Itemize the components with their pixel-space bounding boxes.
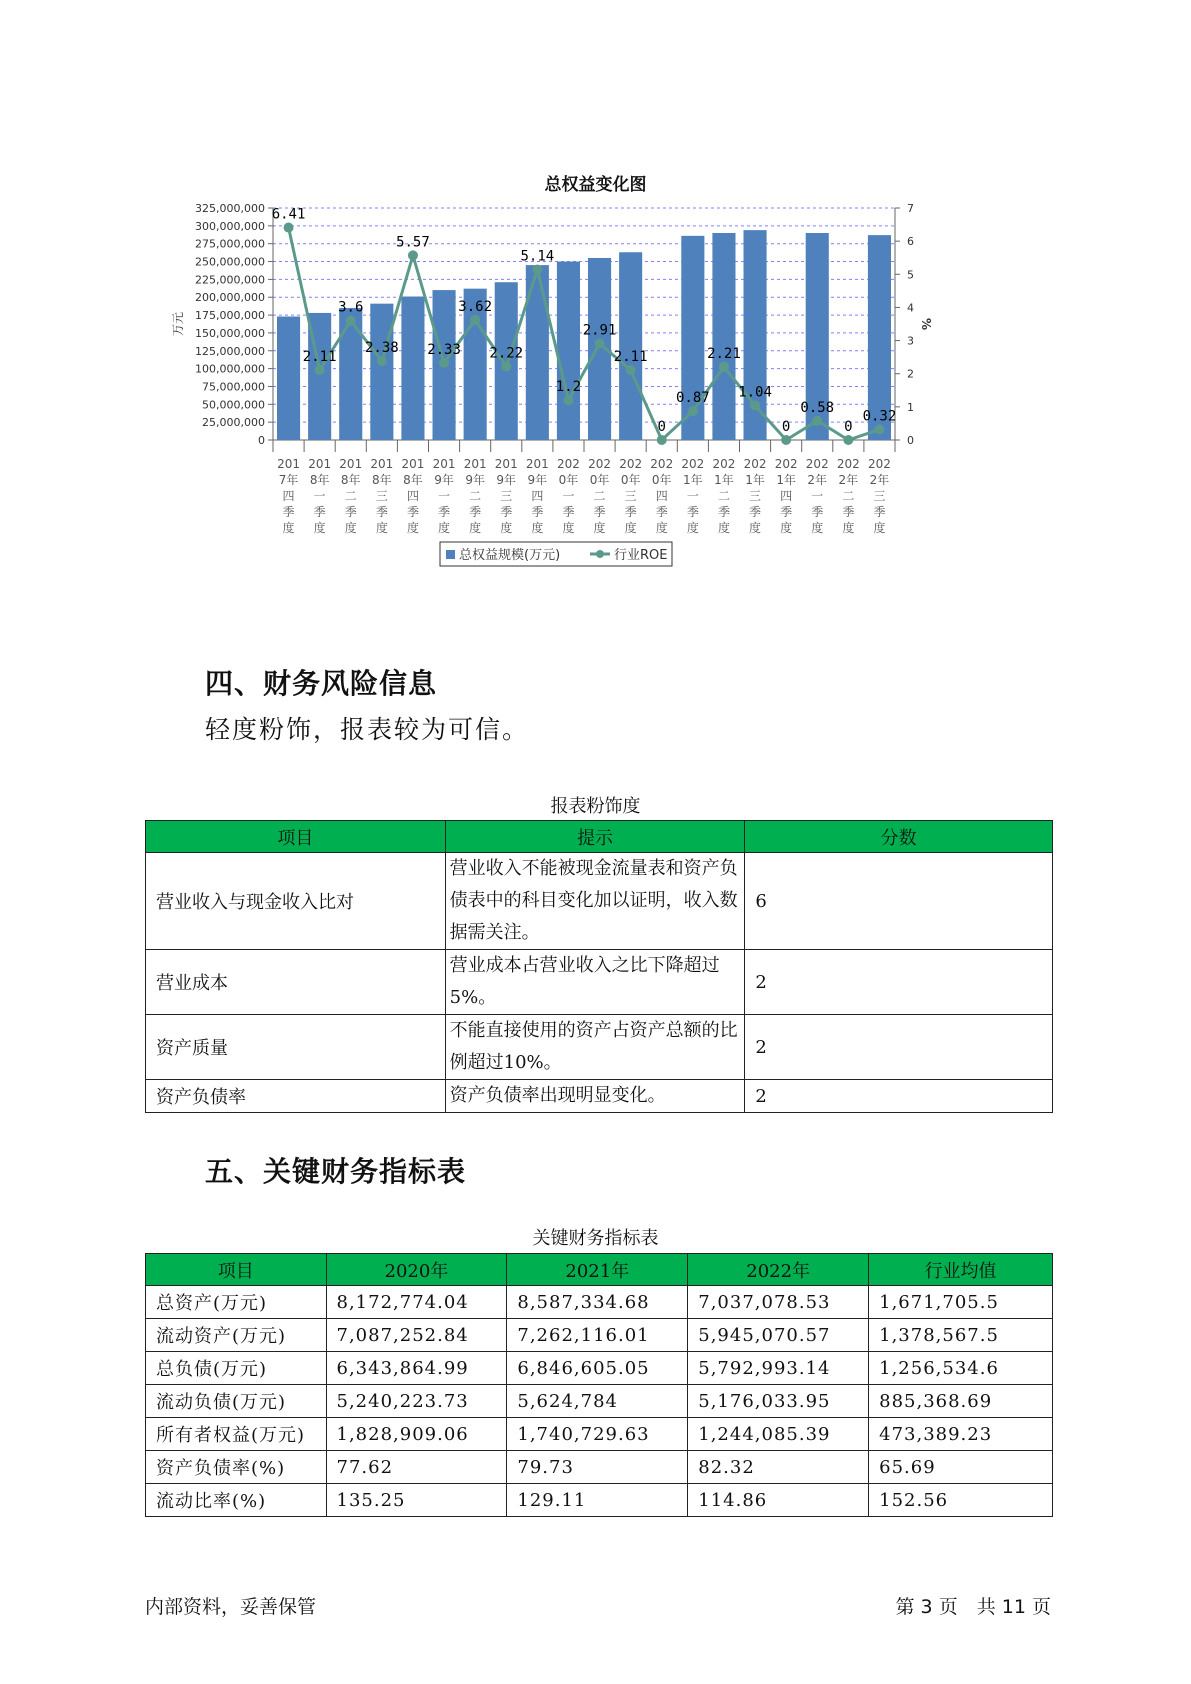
roe-label: 5.14 xyxy=(520,248,555,265)
x-tick-label: 季 xyxy=(873,505,886,519)
x-tick-label: 季 xyxy=(749,505,762,519)
row-value: 7,087,252.84 xyxy=(326,1319,507,1352)
y2-tick-label: 4 xyxy=(907,301,914,315)
x-tick-label: 1年 xyxy=(745,473,765,487)
x-tick-label: 季 xyxy=(313,505,326,519)
x-tick-label: 二 xyxy=(593,489,606,503)
x-tick-label: 度 xyxy=(624,521,637,535)
x-tick-label: 9年 xyxy=(465,473,485,487)
x-tick-label: 202 xyxy=(867,457,891,471)
roe-point xyxy=(688,406,698,416)
x-tick-label: 季 xyxy=(655,505,668,519)
row-value: 5,176,033.95 xyxy=(688,1385,869,1418)
x-tick-label: 度 xyxy=(811,521,824,535)
x-tick-label: 201 xyxy=(432,457,456,471)
row-item: 营业收入与现金收入比对 xyxy=(146,853,446,950)
x-tick-label: 季 xyxy=(562,505,575,519)
roe-point xyxy=(346,316,356,326)
indicator-table xyxy=(145,1253,1053,1517)
bar xyxy=(619,252,642,440)
x-tick-label: 一 xyxy=(438,489,451,503)
roe-label: 0 xyxy=(844,419,853,435)
x-tick-label: 度 xyxy=(282,521,295,535)
x-tick-label: 季 xyxy=(406,505,419,519)
table-row xyxy=(146,1451,1053,1484)
risk-table-caption: 报表粉饰度 xyxy=(550,796,641,817)
x-tick-label: 201 xyxy=(494,457,518,471)
x-tick-label: 度 xyxy=(842,521,855,535)
row-value: 6,343,864.99 xyxy=(326,1352,507,1385)
x-tick-label: 7年 xyxy=(278,473,299,487)
y2-tick-label: 0 xyxy=(907,434,914,447)
y2-tick-label: 5 xyxy=(907,268,914,282)
x-tick-label: 202 xyxy=(650,457,674,471)
header-item: 项目 xyxy=(146,1254,327,1286)
x-tick-label: 201 xyxy=(525,457,549,471)
header-tip: 提示 xyxy=(445,821,745,853)
x-tick-label: 201 xyxy=(339,457,363,471)
y-tick-label: 200,000,000 xyxy=(195,291,265,305)
x-tick-label: 0年 xyxy=(558,473,579,487)
x-tick-label: 三 xyxy=(375,489,388,503)
x-tick-label: 季 xyxy=(624,505,637,519)
row-item: 资产负债率 xyxy=(146,1080,446,1113)
header-item: 项目 xyxy=(146,821,446,853)
x-tick-label: 0年 xyxy=(651,473,672,487)
row-label: 总资产(万元) xyxy=(146,1286,327,1319)
table-row xyxy=(146,1080,1053,1113)
page-suffix: 页 xyxy=(1031,1596,1051,1618)
x-tick-label: 202 xyxy=(681,457,705,471)
y-tick-label: 225,000,000 xyxy=(195,273,265,287)
table-row xyxy=(146,1385,1053,1418)
table-row xyxy=(146,853,1053,950)
x-tick-label: 季 xyxy=(717,505,730,519)
row-value: 6,846,605.05 xyxy=(507,1352,688,1385)
y-tick-label: 150,000,000 xyxy=(195,326,265,340)
x-tick-label: 201 xyxy=(277,457,301,471)
page-number xyxy=(895,1592,1051,1619)
y2-tick-label: 3 xyxy=(907,334,914,348)
row-value: 7,037,078.53 xyxy=(688,1286,869,1319)
footer-note: 内部资料，妥善保管 xyxy=(145,1596,317,1618)
roe-label: 1.04 xyxy=(738,384,772,401)
table-row xyxy=(146,1418,1053,1451)
x-tick-label: 8年 xyxy=(403,473,423,487)
x-tick-label: 9年 xyxy=(496,473,517,487)
table-row xyxy=(146,1352,1053,1385)
x-tick-label: 二 xyxy=(344,489,357,503)
x-tick-label: 四 xyxy=(780,489,793,503)
roe-point xyxy=(812,416,822,426)
table-row xyxy=(146,1286,1053,1319)
row-value: 82.32 xyxy=(688,1451,869,1484)
x-tick-label: 度 xyxy=(686,521,699,535)
x-tick-label: 度 xyxy=(500,521,513,535)
row-value: 885,368.69 xyxy=(869,1385,1053,1418)
x-tick-label: 8年 xyxy=(372,473,392,487)
x-tick-label: 季 xyxy=(593,505,606,519)
x-tick-label: 1年 xyxy=(714,473,734,487)
x-tick-label: 0年 xyxy=(620,473,641,487)
bar xyxy=(339,308,362,440)
row-value: 1,244,085.39 xyxy=(688,1418,869,1451)
row-label: 流动负债(万元) xyxy=(146,1385,327,1418)
row-value: 1,828,909.06 xyxy=(326,1418,507,1451)
x-tick-label: 季 xyxy=(375,505,388,519)
page-total: 11 xyxy=(1001,1596,1026,1618)
x-tick-label: 202 xyxy=(619,457,643,471)
table-row xyxy=(146,1015,1053,1080)
row-value: 1,740,729.63 xyxy=(507,1418,688,1451)
row-tip: 营业收入不能被现金流量表和资产负债表中的科目变化加以证明，收入数据需关注。 xyxy=(445,853,745,950)
roe-label: 0 xyxy=(657,419,666,435)
y-tick-label: 50,000,000 xyxy=(202,398,265,412)
y2-tick-label: 2 xyxy=(907,367,914,381)
row-label: 流动资产(万元) xyxy=(146,1319,327,1352)
row-label: 总负债(万元) xyxy=(146,1352,327,1385)
row-tip: 营业成本占营业收入之比下降超过5%。 xyxy=(445,950,745,1015)
header-2022: 2022年 xyxy=(688,1254,869,1286)
x-tick-label: 8年 xyxy=(309,473,330,487)
row-value: 1,256,534.6 xyxy=(869,1352,1053,1385)
y-tick-label: 250,000,000 xyxy=(195,255,265,269)
x-tick-label: 季 xyxy=(500,505,513,519)
x-tick-label: 0年 xyxy=(589,473,610,487)
roe-label: 2.11 xyxy=(613,349,648,366)
x-tick-label: 1年 xyxy=(683,473,703,487)
legend-line-marker xyxy=(596,550,604,558)
equity-chart xyxy=(170,200,1020,620)
roe-label: 2.22 xyxy=(489,345,524,362)
x-tick-label: 201 xyxy=(308,457,332,471)
x-tick-label: 二 xyxy=(469,489,482,503)
x-tick-label: 四 xyxy=(531,489,544,503)
bar xyxy=(401,297,424,440)
y2-axis-title: % xyxy=(919,317,933,331)
roe-point xyxy=(781,435,791,445)
section5-heading: 五、关键财务指标表 xyxy=(205,1155,467,1188)
roe-point xyxy=(874,424,884,434)
row-label: 流动比率(%) xyxy=(146,1484,327,1517)
row-label: 资产负债率(%) xyxy=(146,1451,327,1484)
risk-table xyxy=(145,820,1053,1113)
row-value: 8,172,774.04 xyxy=(326,1286,507,1319)
roe-label: 3.62 xyxy=(458,299,493,316)
bar xyxy=(557,262,580,440)
x-tick-label: 季 xyxy=(780,505,793,519)
roe-label: 5.57 xyxy=(396,234,430,251)
x-tick-label: 四 xyxy=(406,489,419,503)
x-tick-label: 季 xyxy=(842,505,855,519)
x-tick-label: 三 xyxy=(500,489,513,503)
y-tick-label: 275,000,000 xyxy=(195,237,265,251)
table-row xyxy=(146,1319,1053,1352)
header-industry-avg: 行业均值 xyxy=(869,1254,1053,1286)
table-row xyxy=(146,950,1053,1015)
x-tick-label: 1年 xyxy=(776,473,796,487)
y-tick-label: 75,000,000 xyxy=(202,380,265,394)
row-item: 资产质量 xyxy=(146,1015,446,1080)
bar xyxy=(370,304,393,440)
x-tick-label: 2年 xyxy=(838,473,859,487)
roe-point xyxy=(284,223,294,233)
x-tick-label: 度 xyxy=(873,521,886,535)
x-tick-label: 季 xyxy=(282,505,295,519)
x-tick-label: 度 xyxy=(469,521,482,535)
x-tick-label: 四 xyxy=(282,489,295,503)
x-tick-label: 度 xyxy=(562,521,575,535)
y-tick-label: 125,000,000 xyxy=(195,344,265,358)
x-tick-label: 2年 xyxy=(869,473,890,487)
header-2020: 2020年 xyxy=(326,1254,507,1286)
row-score: 2 xyxy=(745,950,1053,1015)
x-tick-label: 度 xyxy=(749,521,762,535)
x-tick-label: 季 xyxy=(469,505,482,519)
row-value: 5,792,993.14 xyxy=(688,1352,869,1385)
indicator-table-caption: 关键财务指标表 xyxy=(532,1228,659,1249)
row-score: 6 xyxy=(745,853,1053,950)
roe-point xyxy=(377,356,387,366)
legend-bar-label: 总权益规模(万元) xyxy=(459,548,561,563)
row-tip: 资产负债率出现明显变化。 xyxy=(445,1080,745,1113)
y2-tick-label: 7 xyxy=(907,202,914,215)
risk-summary: 轻度粉饰，报表较为可信。 xyxy=(205,715,530,744)
section4-heading: 四、财务风险信息 xyxy=(205,667,438,700)
y-tick-label: 300,000,000 xyxy=(195,219,265,233)
x-tick-label: 9年 xyxy=(527,473,548,487)
roe-point xyxy=(719,362,729,372)
x-tick-label: 度 xyxy=(717,521,730,535)
x-tick-label: 度 xyxy=(531,521,544,535)
roe-point xyxy=(750,401,760,411)
x-tick-label: 四 xyxy=(655,489,668,503)
roe-point xyxy=(532,265,542,275)
x-tick-label: 度 xyxy=(313,521,326,535)
roe-label: 2.91 xyxy=(582,322,617,339)
roe-point xyxy=(501,361,511,371)
roe-label: 0.32 xyxy=(862,408,897,425)
x-tick-label: 一 xyxy=(313,489,326,503)
x-tick-label: 度 xyxy=(593,521,606,535)
row-item: 营业成本 xyxy=(146,950,446,1015)
x-tick-label: 三 xyxy=(873,489,886,503)
chart-title: 总权益变化图 xyxy=(544,175,647,195)
row-value: 5,240,223.73 xyxy=(326,1385,507,1418)
row-value: 5,624,784 xyxy=(507,1385,688,1418)
row-label: 所有者权益(万元) xyxy=(146,1418,327,1451)
y-tick-label: 100,000,000 xyxy=(195,362,265,376)
x-tick-label: 201 xyxy=(401,457,425,471)
row-value: 129.11 xyxy=(507,1484,688,1517)
roe-label: 6.41 xyxy=(271,206,306,223)
x-tick-label: 度 xyxy=(655,521,668,535)
x-tick-label: 度 xyxy=(375,521,388,535)
x-tick-label: 202 xyxy=(836,457,860,471)
bar xyxy=(277,317,300,440)
x-tick-label: 9年 xyxy=(434,473,454,487)
row-value: 5,945,070.57 xyxy=(688,1319,869,1352)
header-score: 分数 xyxy=(745,821,1053,853)
y2-tick-label: 1 xyxy=(907,400,914,414)
page-current: 3 xyxy=(920,1596,933,1618)
roe-point xyxy=(563,395,573,405)
roe-point xyxy=(470,315,480,325)
row-value: 65.69 xyxy=(869,1451,1053,1484)
y-tick-label: 25,000,000 xyxy=(202,416,265,430)
roe-label: 0 xyxy=(781,419,791,435)
y-axis-title: 万元 xyxy=(171,311,185,337)
roe-point xyxy=(408,250,418,260)
roe-label: 0.58 xyxy=(800,399,835,416)
roe-label: 2.11 xyxy=(302,349,337,366)
x-tick-label: 2年 xyxy=(807,473,828,487)
row-value: 473,389.23 xyxy=(869,1418,1053,1451)
row-score: 2 xyxy=(745,1015,1053,1080)
roe-point xyxy=(626,365,636,375)
roe-point xyxy=(595,339,605,349)
row-value: 7,262,116.01 xyxy=(507,1319,688,1352)
roe-label: 3.6 xyxy=(338,299,364,316)
y-tick-label: 325,000,000 xyxy=(195,202,265,215)
row-value: 77.62 xyxy=(326,1451,507,1484)
x-tick-label: 三 xyxy=(749,489,762,503)
x-tick-label: 202 xyxy=(805,457,829,471)
roe-point xyxy=(315,365,325,375)
row-value: 152.56 xyxy=(869,1484,1053,1517)
x-tick-label: 季 xyxy=(811,505,824,519)
x-tick-label: 度 xyxy=(438,521,451,535)
x-tick-label: 202 xyxy=(588,457,612,471)
x-tick-label: 202 xyxy=(556,457,580,471)
x-tick-label: 一 xyxy=(686,489,699,503)
roe-label: 2.33 xyxy=(427,341,461,358)
roe-label: 1.2 xyxy=(555,379,582,396)
roe-label: 0.87 xyxy=(675,390,710,407)
x-tick-label: 三 xyxy=(624,489,637,503)
x-tick-label: 二 xyxy=(842,489,855,503)
roe-point xyxy=(439,358,449,368)
roe-label: 2.21 xyxy=(707,345,741,362)
row-value: 8,587,334.68 xyxy=(507,1286,688,1319)
y-tick-label: 0 xyxy=(258,434,265,447)
x-tick-label: 季 xyxy=(344,505,357,519)
row-value: 1,671,705.5 xyxy=(869,1286,1053,1319)
x-tick-label: 一 xyxy=(811,489,824,503)
legend-bar-swatch xyxy=(446,550,455,559)
header-2021: 2021年 xyxy=(507,1254,688,1286)
row-value: 114.86 xyxy=(688,1484,869,1517)
page-prefix: 第 xyxy=(895,1596,915,1618)
legend-line-label: 行业ROE xyxy=(614,548,668,563)
x-tick-label: 度 xyxy=(344,521,357,535)
x-tick-label: 二 xyxy=(717,489,730,503)
x-tick-label: 201 xyxy=(370,457,394,471)
x-tick-label: 202 xyxy=(743,457,767,471)
roe-label: 2.38 xyxy=(364,340,399,357)
x-tick-label: 202 xyxy=(774,457,798,471)
x-tick-label: 季 xyxy=(531,505,544,519)
x-tick-label: 8年 xyxy=(340,473,361,487)
row-tip: 不能直接使用的资产占资产总额的比例超过10%。 xyxy=(445,1015,745,1080)
x-tick-label: 度 xyxy=(406,521,419,535)
x-tick-label: 度 xyxy=(780,521,793,535)
x-tick-label: 季 xyxy=(438,505,451,519)
y-tick-label: 175,000,000 xyxy=(195,309,265,323)
x-tick-label: 一 xyxy=(562,489,575,503)
x-tick-label: 202 xyxy=(712,457,736,471)
roe-point xyxy=(843,435,853,445)
row-value: 135.25 xyxy=(326,1484,507,1517)
bar xyxy=(712,233,735,440)
x-tick-label: 201 xyxy=(463,457,487,471)
row-score: 2 xyxy=(745,1080,1053,1113)
x-tick-label: 季 xyxy=(686,505,699,519)
row-value: 79.73 xyxy=(507,1451,688,1484)
page-mid: 页 共 xyxy=(938,1596,996,1618)
row-value: 1,378,567.5 xyxy=(869,1319,1053,1352)
y2-tick-label: 6 xyxy=(907,235,914,249)
roe-point xyxy=(657,435,667,445)
table-row xyxy=(146,1484,1053,1517)
